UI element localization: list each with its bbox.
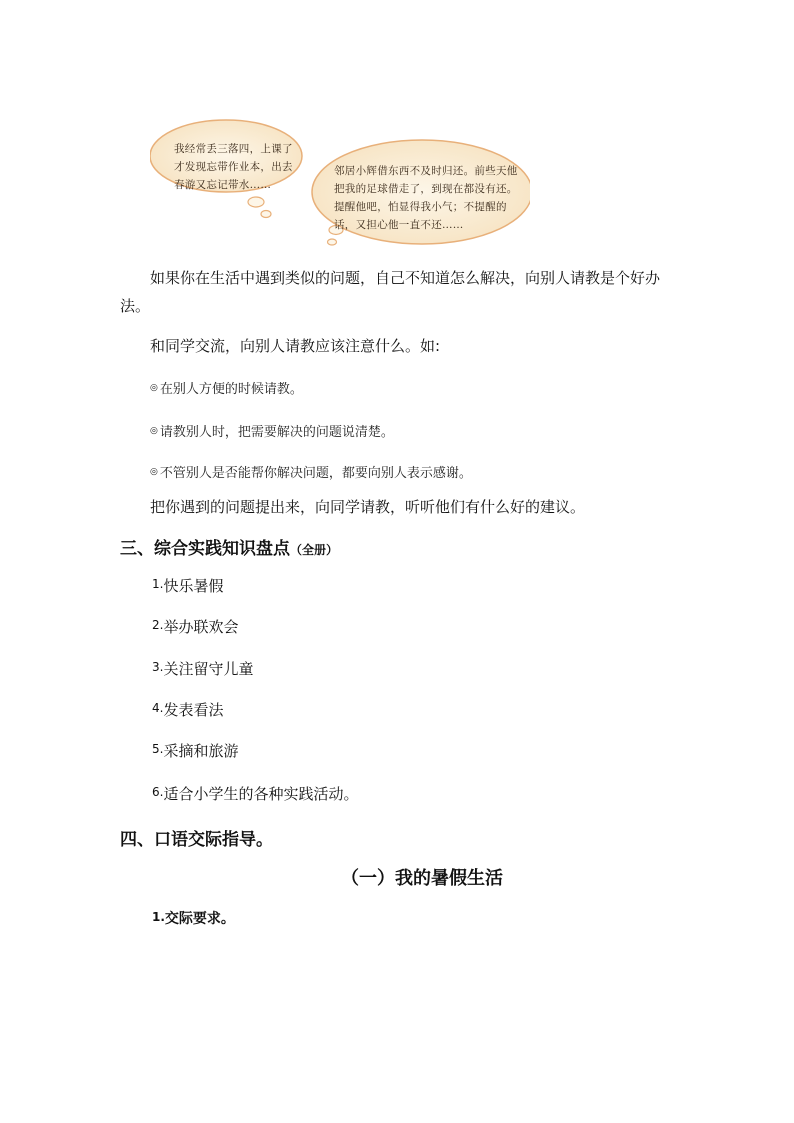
section-3-heading	[120, 534, 338, 559]
tip-item	[150, 378, 303, 397]
tip-item	[150, 421, 394, 440]
subsection-title: （一）我的暑假生活	[341, 868, 503, 889]
intro-paragraph-1: 如果你在生活中遇到类似的问题，自己不知道怎么解决，向别人请教是个好办法。	[120, 269, 661, 315]
bullet-icon: ◎	[150, 383, 158, 393]
bullet-icon: ◎	[150, 426, 158, 436]
tip-text: 请教别人时，把需要解决的问题说清楚。	[159, 425, 394, 440]
section-3-note: （全册）	[290, 543, 339, 557]
practice-item: $^{3.}$关注留守儿童	[152, 660, 254, 678]
left-bubble-tail-1	[248, 197, 264, 207]
closing-paragraph: 把你遇到的问题提出来，向同学请教，听听他们有什么好的建议。	[150, 498, 586, 516]
tip-text: 不管别人是否能帮你解决问题，都要向别人表示感谢。	[159, 466, 472, 481]
requirement-heading: 1.交际要求。	[152, 910, 235, 927]
tip-item	[150, 462, 472, 481]
right-bubble-text: 邻居小辉借东西不及时归还。前些天他把我的足球借走了，到现在都没有还。提醒他吧，怕显得我小气；不提醒的话，又担心他一直不还……	[334, 165, 518, 231]
left-bubble-tail-2	[261, 211, 271, 218]
bullet-icon: ◎	[150, 467, 158, 477]
right-bubble-tail-2	[328, 239, 337, 245]
practice-item: $^{5.}$采摘和旅游	[152, 742, 239, 760]
practice-item: $^{1.}$快乐暑假	[152, 577, 224, 595]
section-4-heading: 四、口语交际指导。	[120, 830, 273, 850]
practice-item: $^{6.}$适合小学生的各种实践活动。	[152, 785, 359, 803]
practice-item: $^{4.}$发表看法	[152, 701, 224, 719]
tip-text: 在别人方便的时候请教。	[159, 382, 303, 397]
intro-paragraph-2: 和同学交流，向别人请教应该注意什么。如:	[150, 337, 441, 355]
practice-item: $^{2.}$举办联欢会	[152, 618, 239, 636]
left-bubble-text: 我经常丢三落四，上课了才发现忘带作业本，出去春游又忘记带水……	[174, 143, 293, 191]
section-3-title: 三、综合实践知识盘点	[120, 539, 290, 559]
